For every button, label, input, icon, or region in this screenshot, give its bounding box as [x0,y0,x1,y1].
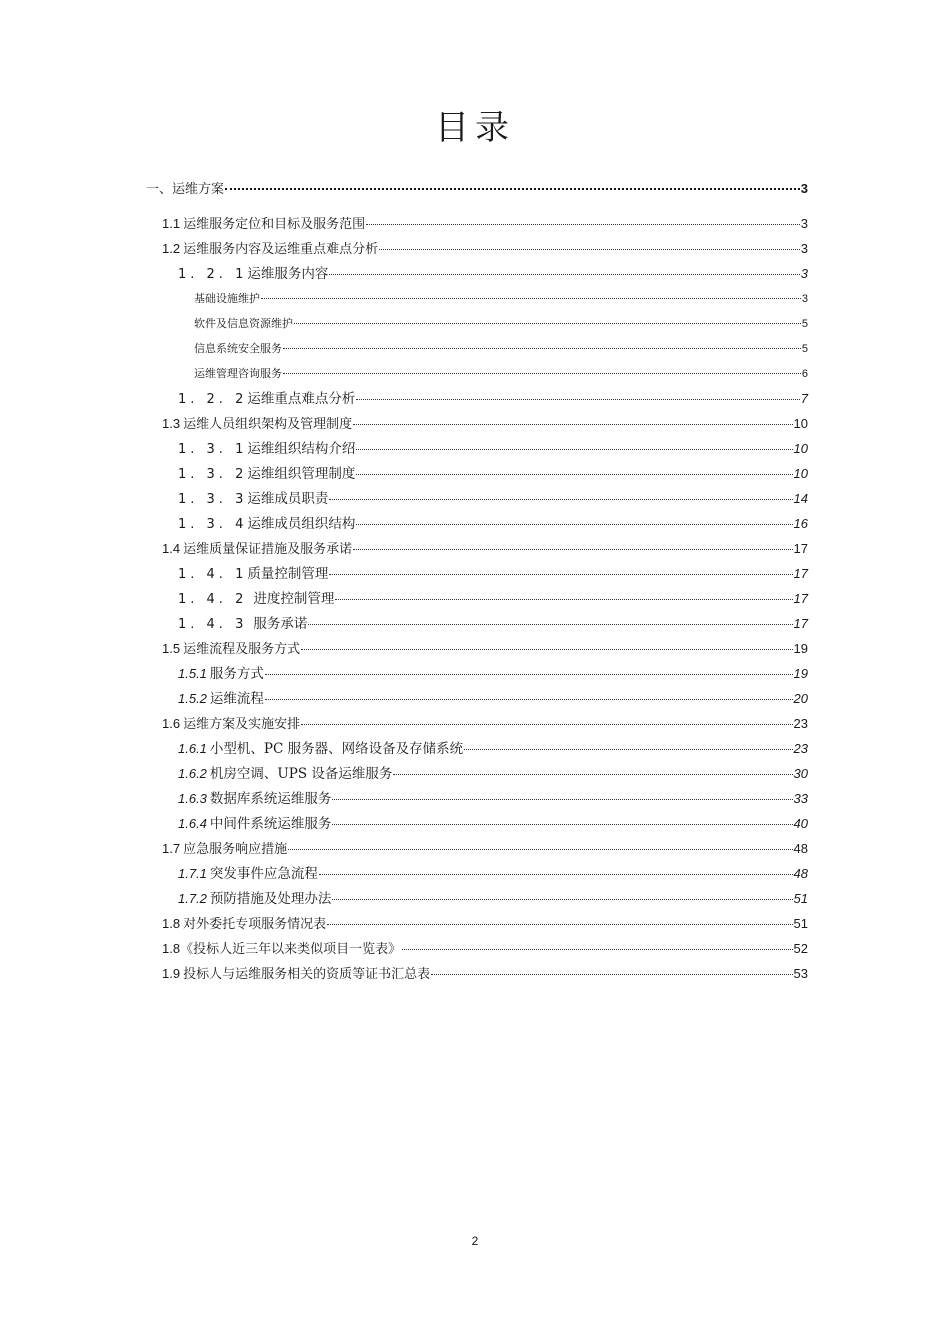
toc-page: 7 [800,391,808,406]
toc-entry[interactable] [162,411,808,436]
toc-number: 1.6.4 [178,816,207,831]
toc-entry[interactable] [162,536,808,561]
dot-leader [301,724,792,725]
toc-number: 1. 2. 1 [178,267,248,282]
toc-entry[interactable] [178,461,808,486]
toc-entry[interactable] [194,311,808,336]
toc-label: 运维成员职责 [247,491,329,507]
toc-entry[interactable] [178,786,808,811]
dot-leader [431,974,792,975]
toc-page: 17 [793,541,808,556]
toc-number: 1. 4. 1 [178,567,248,582]
toc-page: 17 [793,591,808,606]
dot-leader [294,323,801,324]
dot-leader [288,849,792,850]
toc-page: 19 [793,666,808,681]
dot-leader [332,799,792,800]
dot-leader [464,749,792,750]
toc-entry[interactable] [162,836,808,861]
toc-page: 3 [800,181,808,196]
toc-page: 51 [793,916,808,931]
dot-leader [356,399,799,400]
toc-number: 1.4 [162,541,181,556]
toc-entry[interactable] [178,761,808,786]
dot-leader [225,188,800,190]
dot-leader [327,924,792,925]
toc-entry[interactable] [162,936,808,961]
toc-label: 应急服务响应措施 [183,842,288,857]
toc-entry[interactable] [178,611,808,636]
toc-number: 1.5.1 [178,666,207,681]
toc-page: 10 [793,416,808,431]
toc-number: 1.1 [162,216,181,231]
toc-entry[interactable] [178,261,808,286]
toc-label: 运维管理咨询服务 [194,367,282,380]
dot-leader [332,824,792,825]
toc-entry[interactable] [146,176,808,201]
toc-number: 1.8 [162,941,181,956]
toc-number: 1. 3. 3 [178,492,248,507]
toc-label: 运维流程及服务方式 [183,642,301,657]
toc-entry[interactable] [178,661,808,686]
dot-leader [332,899,792,900]
toc-label: 对外委托专项服务情况表 [183,917,327,932]
toc-page: 17 [793,566,808,581]
toc-page: 53 [793,966,808,981]
toc-label: 中间件系统运维服务 [209,816,332,832]
toc-entry[interactable] [194,361,808,386]
toc-entry[interactable] [162,961,808,986]
toc-page: 3 [800,216,808,231]
dot-leader [329,499,792,500]
toc-number: 1.6.1 [178,741,207,756]
toc-page: 23 [793,741,808,756]
toc-number: 1. 4. 3 [178,617,248,632]
toc-label: 运维服务定位和目标及服务范围 [183,217,366,232]
toc-page: 19 [793,641,808,656]
toc-label: 基础设施维护 [194,292,260,305]
toc-entry[interactable] [178,511,808,536]
toc-page: 3 [801,293,808,305]
toc-number: 1.6.2 [178,766,207,781]
toc-label: 投标人与运维服务相关的资质等证书汇总表 [183,967,431,982]
toc-number: 1.7.2 [178,891,207,906]
toc-page: 10 [793,441,808,456]
toc-page: 30 [793,766,808,781]
toc-label: 预防措施及处理办法 [209,891,332,907]
toc-entry[interactable] [194,336,808,361]
toc-page: 23 [793,716,808,731]
toc-entry[interactable] [178,736,808,761]
toc-page: 3 [800,266,808,281]
document-title: 目录 [435,108,515,148]
toc-number: 1. 3. 1 [178,442,248,457]
page-number: 2 [471,1234,479,1248]
toc-label: 一、运维方案 [146,182,225,197]
toc-number: 1.5.2 [178,691,207,706]
toc-number: 1.7 [162,841,181,856]
toc-label: 数据库系统运维服务 [209,791,332,807]
toc-label: 运维成员组织结构 [247,516,356,532]
toc-page: 51 [793,891,808,906]
toc-label: 运维流程 [209,691,264,707]
dot-leader [393,774,792,775]
dot-leader [319,874,793,875]
toc-label: 小型机、PC 服务器、网络设备及存储系统 [209,741,464,757]
dot-leader [356,474,792,475]
dot-leader [356,524,792,525]
toc-number: 1. 4. 2 [178,592,248,607]
toc-entry[interactable] [162,236,808,261]
toc-page: 33 [793,791,808,806]
toc-label: 运维质量保证措施及服务承诺 [183,542,353,557]
dot-leader [329,574,792,575]
toc-page: 40 [793,816,808,831]
toc-number: 1.6 [162,716,181,731]
dot-leader [366,224,800,225]
toc-number: 1.7.1 [178,866,207,881]
dot-leader [379,249,800,250]
toc-label: 软件及信息资源维护 [194,317,293,330]
dot-leader [301,649,792,650]
toc-entry[interactable] [178,886,808,911]
toc-label: 服务承诺 [253,616,308,632]
toc-number: 1. 2. 2 [178,392,248,407]
toc-page: 16 [793,516,808,531]
toc-page: 5 [801,318,808,330]
toc-entry[interactable] [162,911,808,936]
toc-entry[interactable] [194,286,808,311]
dot-leader [261,298,801,299]
toc-entry[interactable] [178,811,808,836]
toc-entry[interactable] [178,386,808,411]
toc-number: 1.5 [162,641,181,656]
toc-label: 服务方式 [209,666,264,682]
toc-entry[interactable] [178,436,808,461]
toc-entry[interactable] [178,861,808,886]
toc-label: 运维人员组织架构及管理制度 [183,417,353,432]
toc-number: 1.9 [162,966,181,981]
toc-entry[interactable] [162,711,808,736]
toc-label: 进度控制管理 [253,591,335,607]
toc-number: 1. 3. 4 [178,517,248,532]
toc-label: 质量控制管理 [247,566,329,582]
toc-entry[interactable] [178,586,808,611]
toc-entry[interactable] [162,211,808,236]
toc-label: 运维服务内容及运维重点难点分析 [183,242,379,257]
toc-entry[interactable] [162,636,808,661]
toc-page: 10 [793,466,808,481]
toc-entry[interactable] [178,686,808,711]
toc-number: 1.8 [162,916,181,931]
toc-label: 突发事件应急流程 [209,866,318,882]
toc-page: 48 [793,866,808,881]
toc-page: 48 [793,841,808,856]
toc-label: 运维方案及实施安排 [183,717,301,732]
toc-page: 17 [793,616,808,631]
dot-leader [283,348,801,349]
dot-leader [265,674,793,675]
dot-leader [353,424,792,425]
toc-number: 1.2 [162,241,181,256]
toc-label: 运维重点难点分析 [247,391,356,407]
toc-page: 20 [793,691,808,706]
toc-entry[interactable] [178,486,808,511]
toc-label: 运维服务内容 [247,266,329,282]
dot-leader [402,949,792,950]
dot-leader [329,274,799,275]
toc-label: 《投标人近三年以来类似项目一览表》 [180,942,402,957]
toc-number: 1.6.3 [178,791,207,806]
dot-leader [308,624,792,625]
toc-label: 信息系统安全服务 [194,342,282,355]
dot-leader [265,699,793,700]
toc-label: 运维组织结构介绍 [247,441,356,457]
dot-leader [283,373,801,374]
toc-page: 6 [801,368,808,380]
toc-page: 52 [793,941,808,956]
dot-leader [356,449,792,450]
dot-leader [353,549,792,550]
toc-number: 1.3 [162,416,181,431]
toc-page: 5 [801,343,808,355]
toc-page: 3 [800,241,808,256]
toc-label: 运维组织管理制度 [247,466,356,482]
toc-entry[interactable] [178,561,808,586]
toc-label: 机房空调、UPS 设备运维服务 [209,766,393,782]
toc-number: 1. 3. 2 [178,467,248,482]
toc-page: 14 [793,491,808,506]
dot-leader [335,599,792,600]
